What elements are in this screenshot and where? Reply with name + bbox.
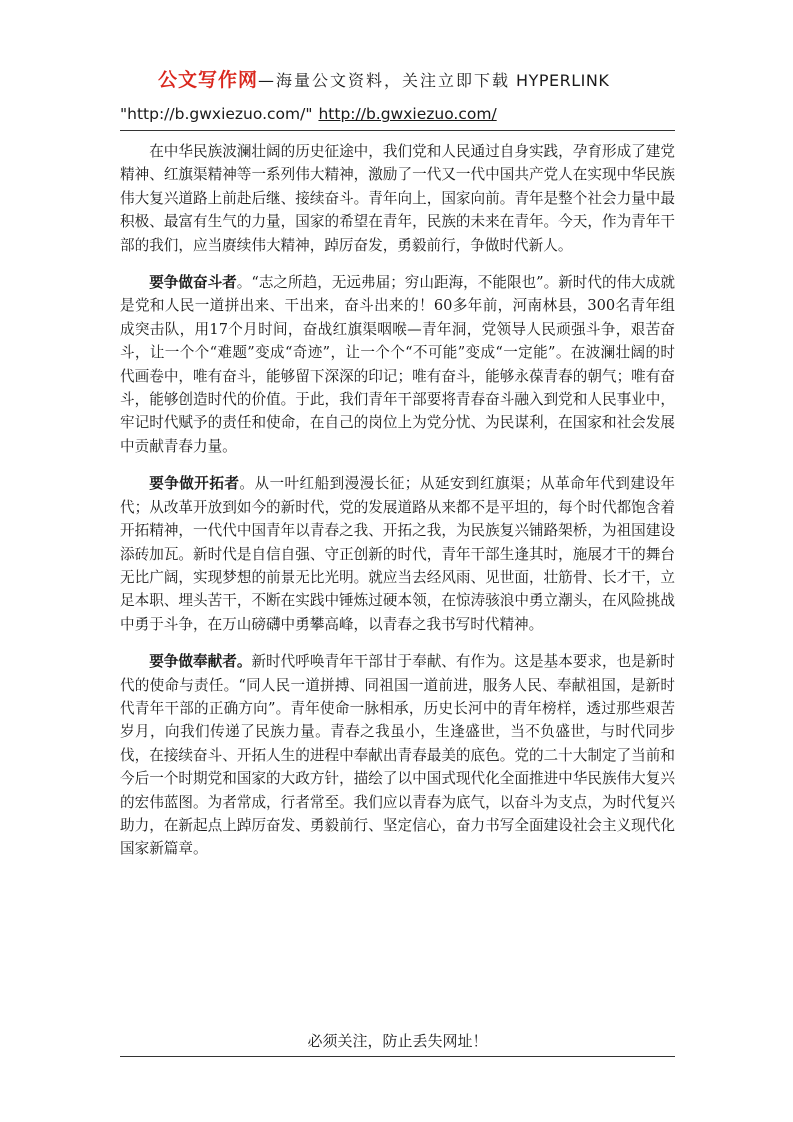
section-text: 。从一叶红船到漫漫长征；从延安到红旗渠；从革命年代到建设年代；从改革开放到如今的新时代，党的发展道路从来都不是平坦的，每个时代都饱含着开拓精神，一代代中国青年以青春之我、开拓之我，为民族复兴铺路架桥，为祖国建设添砖加瓦。新时代是自信自强、守正创新的时代，青年干部生逢其时，施展才干的舞台无比广阔，实现梦想的前景无比光明。就应当去经风雨、见世面，壮筋骨、长才干，立足本职、埋头苦干，不断在实践中锤炼过硬本领，在惊涛骇浪中勇立潮头，在风险挑战中勇于斗争，在万山磅礴中勇攀高峰，以青春之我书写时代精神。 bbox=[120, 475, 675, 633]
article-body bbox=[120, 140, 675, 875]
header-divider bbox=[120, 130, 675, 131]
url-field-code: "http://b.gwxiezuo.com/" bbox=[120, 105, 313, 123]
brand-name[interactable]: 公文写作网 bbox=[158, 69, 259, 91]
footer-divider bbox=[120, 1056, 675, 1057]
section-lead: 要争做开拓者 bbox=[149, 475, 240, 493]
header-url-line bbox=[120, 102, 675, 126]
header-banner bbox=[120, 66, 675, 94]
section-lead: 要争做奋斗者 bbox=[149, 274, 237, 292]
section-paragraph-pioneer bbox=[120, 472, 675, 636]
section-text: 。“志之所趋，无远弗届；穷山距海，不能限也”。新时代的伟大成就是党和人民一道拼出来、干出来，奋斗出来的！60多年前，河南林县，300名青年组成突击队，用17个月时间，奋战红旗渠咽喉—青年洞，党领导人民顽强斗争，艰苦奋斗，让一个个“难题”变成“奇迹”，让一个个“不可能”变成“一定能”。在波澜壮阔的时代画卷中，唯有奋斗，能够留下深深的印记；唯有奋斗，能够永葆青春的朝气；唯有奋斗，能够创造时代的价值。于此，我们青年干部要将青春奋斗融入到党和人民事业中，牢记时代赋予的责任和使命，在自己的岗位上为党分忧、为民谋利，在国家和社会发展中贡献青春力量。 bbox=[120, 274, 675, 455]
section-lead: 要争做奉献者。 bbox=[149, 653, 252, 671]
footer-note: 必须关注，防止丢失网址！ bbox=[307, 1032, 488, 1050]
section-paragraph-contributor bbox=[120, 650, 675, 861]
header-slogan: —海量公文资料，关注立即下载 bbox=[258, 71, 511, 90]
section-text: 新时代呼唤青年干部甘于奉献、有作为。这是基本要求，也是新时代的使命与责任。“同人民一道拼搏、同祖国一道前进，服务人民、奉献祖国，是新时代青年干部的正确方向”。青年使命一脉相承，历史长河中的青年榜样，透过那些艰苦岁月，向我们传递了民族力量。青春之我虽小，生逢盛世，当不负盛世，与时代同步伐，在接续奋斗、开拓人生的进程中奉献出青春最美的底色。党的二十大制定了当前和今后一个时期党和国家的大政方针，描绘了以中国式现代化全面推进中华民族伟大复兴的宏伟蓝图。为者常成，行者常至。我们应以青春为底气，以奋斗为支点，为时代复兴助力，在新起点上踔厉奋发、勇毅前行、坚定信心，奋力书写全面建设社会主义现代化国家新篇章。 bbox=[120, 653, 675, 858]
document-header bbox=[120, 66, 675, 126]
hyperlink-field-code: HYPERLINK bbox=[516, 71, 610, 90]
site-link[interactable]: http://b.gwxiezuo.com/ bbox=[318, 105, 497, 123]
section-paragraph-striver bbox=[120, 271, 675, 458]
intro-paragraph: 在中华民族波澜壮阔的历史征途中，我们党和人民通过自身实践，孕育形成了建党精神、红旗渠精神等一系列伟大精神，激励了一代又一代中国共产党人在实现中华民族伟大复兴道路上前赴后继、接续奋斗。青年向上，国家向前。青年是整个社会力量中最积极、最富有生气的力量，国家的希望在青年，民族的未来在青年。今天，作为青年干部的我们，应当赓续伟大精神，踔厉奋发，勇毅前行，争做时代新人。 bbox=[120, 143, 675, 254]
